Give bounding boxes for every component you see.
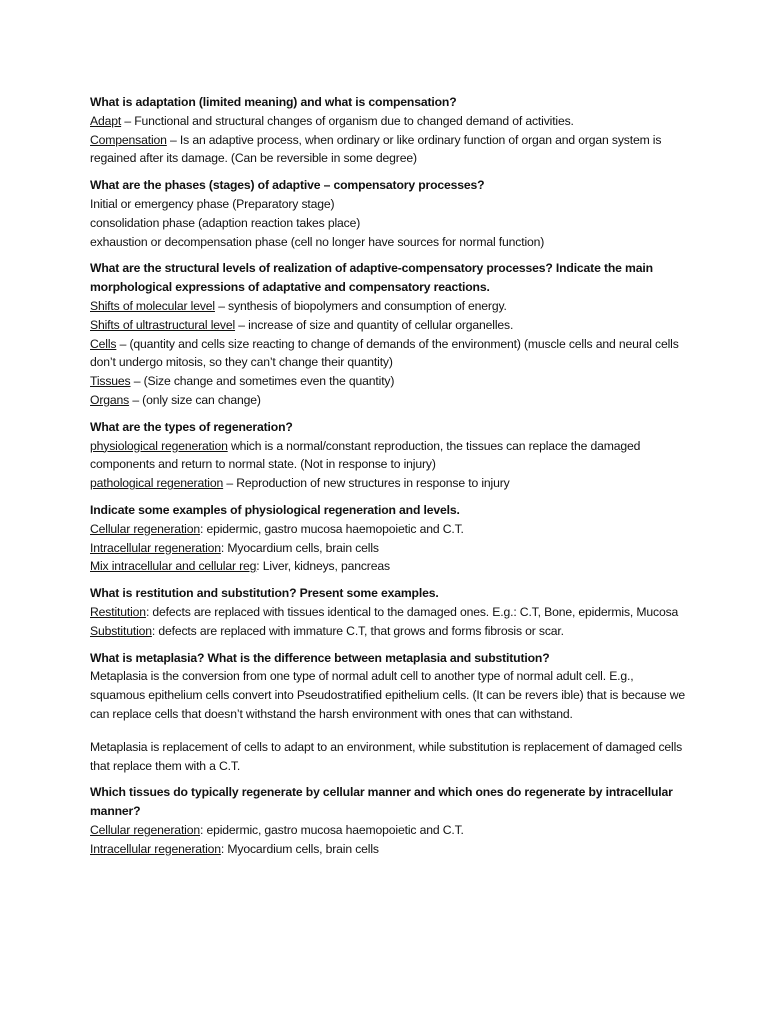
answer-text: – (Size change and sometimes even the quantity) [130, 374, 395, 389]
answer-line [90, 335, 690, 373]
answer-text: Metaplasia is the conversion from one type of normal adult cell to another type of normal adult cell. E.g., squamous epithelium cells convert into Pseudostratified epithelium cells. (It can be revers ible) that is because we can replace cells that doesn’t withstand the harsh environment with ones that can withstand. [90, 669, 685, 721]
answer-line [90, 131, 690, 169]
answer-text: : epidermic, gastro mucosa haemopoietic and C.T. [200, 521, 464, 536]
answer-text: : epidermic, gastro mucosa haemopoietic and C.T. [200, 822, 464, 837]
qa-block [90, 176, 690, 251]
answer-text: consolidation phase (adaption reaction takes place) [90, 215, 361, 230]
qa-block [90, 93, 690, 168]
answer-text: – (quantity and cells size reacting to change of demands of the environment) (muscle cells and neural cells don’t undergo mitosis, so they can’t change their quantity) [90, 336, 679, 370]
answer-text: – Is an adaptive process, when ordinary or like ordinary function of organ and organ system is regained after its damage. (Can be reversible in some degree) [90, 132, 662, 166]
qa-block [90, 418, 690, 493]
qa-block [90, 738, 690, 776]
answer-line [90, 474, 690, 493]
answer-term: Restitution [90, 604, 146, 619]
answer-text: – increase of size and quantity of cellular organelles. [235, 317, 514, 332]
answer-line [90, 437, 690, 475]
answer-term: Organs [90, 392, 130, 407]
answer-line [90, 738, 690, 776]
answer-text: : defects are replaced with immature C.T, that grows and forms fibrosis or scar. [151, 623, 564, 638]
answer-line [90, 821, 690, 840]
qa-block [90, 649, 690, 724]
answer-line [90, 840, 690, 859]
question-heading: Which tissues do typically regenerate by cellular manner and which ones do regenerate by intracellular manner? [90, 785, 673, 819]
answer-term: Compensation [90, 132, 167, 147]
answer-text: exhaustion or decompensation phase (cell no longer have sources for normal function) [90, 234, 545, 249]
answer-term: Shifts of molecular level [90, 298, 215, 313]
question-heading: What is adaptation (limited meaning) and what is compensation? [90, 95, 457, 109]
answer-text: : defects are replaced with tissues identical to the damaged ones. E.g.: C.T, Bone, epidermis, Mucosa [145, 604, 679, 619]
answer-text: : Liver, kidneys, pancreas [256, 559, 390, 574]
answer-text: – Functional and structural changes of organism due to changed demand of activities. [121, 113, 574, 128]
answer-term: Shifts of ultrastructural level [90, 317, 236, 332]
question-heading: What is metaplasia? What is the difference between metaplasia and substitution? [90, 650, 550, 665]
answer-term: Substitution [90, 623, 152, 638]
answer-term: Tissues [90, 374, 131, 389]
answer-line [90, 195, 690, 214]
answer-term: pathological regeneration [90, 476, 224, 491]
answer-line [90, 520, 690, 539]
question-heading: Indicate some examples of physiological regeneration and levels. [90, 502, 460, 517]
question-heading: What is restitution and substitution? Present some examples. [90, 586, 439, 601]
qa-block [90, 259, 690, 409]
qa-block [90, 584, 690, 640]
answer-line [90, 622, 690, 641]
answer-text: – (only size can change) [129, 392, 261, 407]
qa-block [90, 783, 690, 858]
answer-term: Cellular regeneration [90, 822, 200, 837]
answer-text: : Myocardium cells, brain cells [220, 540, 379, 555]
question-heading: What are the types of regeneration? [90, 419, 293, 434]
answer-line [90, 372, 690, 391]
answer-text: – synthesis of biopolymers and consumption of energy. [214, 298, 507, 313]
answer-line [90, 539, 690, 558]
answer-line [90, 112, 690, 131]
question-heading: What are the phases (stages) of adaptive – compensatory processes? [90, 178, 485, 193]
answer-term: Cells [90, 336, 117, 351]
question-heading: What are the structural levels of realization of adaptive-compensatory processes? Indicate the main morphological expressions of adaptative and compensatory reactions. [90, 261, 653, 295]
answer-line [90, 557, 690, 576]
answer-term: physiological regeneration [90, 438, 228, 453]
document-content [90, 93, 690, 866]
answer-line [90, 316, 690, 335]
answer-text: which is a normal/constant reproduction, the tissues can replace the damaged components and return to normal state. (Not in response to injury) [90, 438, 641, 472]
answer-term: Mix intracellular and cellular reg [90, 559, 257, 574]
answer-line [90, 297, 690, 316]
qa-block [90, 501, 690, 576]
answer-term: Intracellular regeneration [90, 841, 221, 856]
answer-line [90, 667, 690, 723]
answer-text: – Reproduction of new structures in response to injury [223, 476, 510, 491]
answer-term: Intracellular regeneration [90, 540, 221, 555]
answer-line [90, 391, 690, 410]
answer-term: Cellular regeneration [90, 521, 200, 536]
answer-term: Adapt [90, 113, 122, 128]
answer-text: Initial or emergency phase (Preparatory stage) [90, 196, 335, 211]
answer-line [90, 233, 690, 252]
answer-text: : Myocardium cells, brain cells [220, 841, 379, 856]
answer-text: Metaplasia is replacement of cells to adapt to an environment, while substitution is replacement of damaged cells that replace them with a C.T. [90, 739, 683, 773]
answer-line [90, 214, 690, 233]
answer-line [90, 603, 690, 622]
